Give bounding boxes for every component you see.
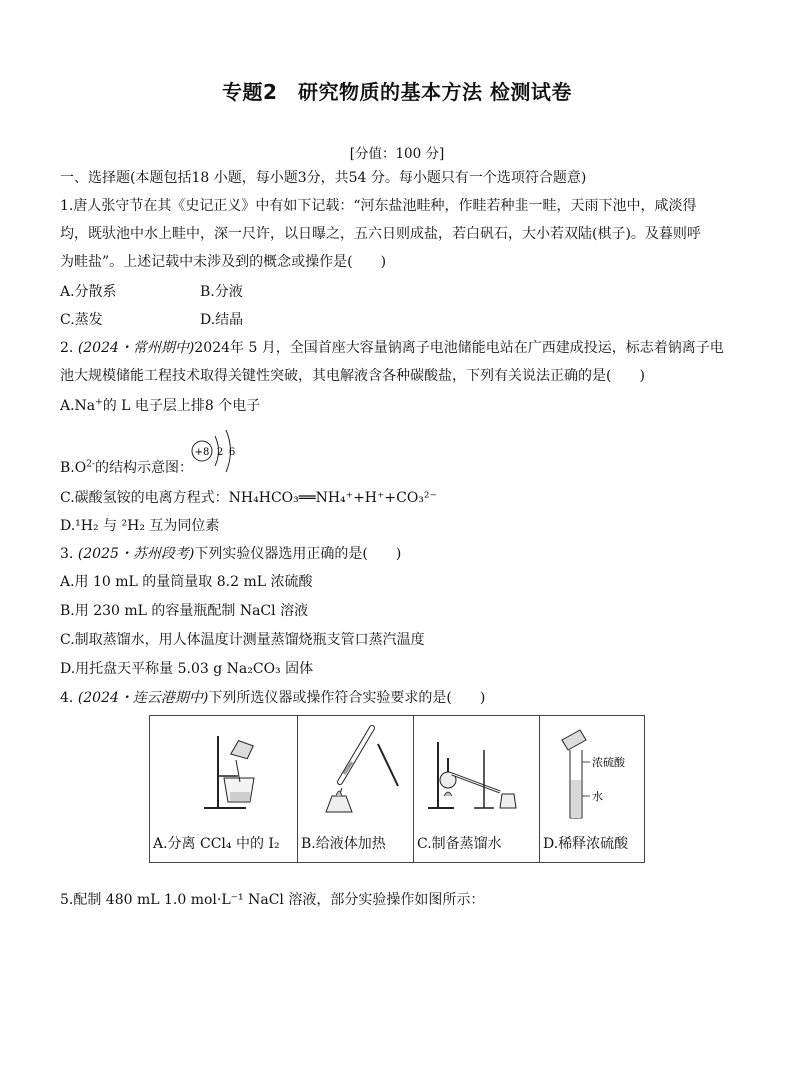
q3-option-a: A.用 10 mL 的量筒量取 8.2 mL 浓硫酸 [60,574,313,590]
score-note: [分值：100 分] [349,146,445,162]
q1-option-b: B.分液 [200,284,243,300]
q3-option-b: B.用 230 mL 的容量瓶配制 NaCl 溶液 [60,603,309,619]
q2-line1 [60,338,724,358]
q4-caption-a: A.分离 CCl₄ 中的 I₂ [153,836,280,852]
nucleus-charge: +8 [194,447,210,458]
heating-liquid-icon [298,716,413,826]
q2-a-post: 的 L 电子层上排8 个电子 [102,398,261,414]
q4-cell-a [150,716,298,863]
q4-cell-d [540,716,645,863]
q3-number: 3. [60,546,74,562]
q2-b-post: 的结构示意图： [95,460,193,476]
shell-1-electrons: 2 [216,447,224,458]
section-heading: 一、选择题(本题包括18 小题，每小题3分，共54 分。每小题只有一个选项符合题意) [60,170,587,186]
label-conc-sulfuric-acid: 浓硫酸 [592,756,625,769]
separation-apparatus-icon [150,716,297,826]
q2-a-sup: + [95,397,103,408]
q2-option-b [60,458,193,478]
q4-caption-b: B.给液体加热 [301,836,386,852]
q2-option-c: C.碳酸氢铵的电离方程式：NH₄HCO₃══NH₄⁺+H⁺+CO₃²⁻ [60,490,437,506]
q3-option-c: C.制取蒸馏水，用人体温度计测量蒸馏烧瓶支管口蒸汽温度 [60,632,425,648]
distillation-apparatus-icon [414,716,539,826]
q4-apparatus-table [149,715,645,863]
q3-text: 下列实验仪器选用正确的是( ) [194,546,402,562]
dilution-apparatus-icon [540,716,644,826]
q3-source: (2025・苏州段考) [77,546,195,562]
q2-source: (2024・常州期中) [77,340,195,356]
q4-cell-b [298,716,414,863]
shell-2-electrons: 6 [228,447,236,458]
q4-stem [60,688,485,708]
q3-stem [60,544,401,564]
q2-a-pre: A.Na [60,398,96,414]
oxygen-ion-structure-diagram [188,424,248,474]
q1-line3: 为畦盐”。上述记载中未涉及到的概念或操作是( ) [60,254,387,270]
q1-line1: 1.唐人张守节在其《史记正义》中有如下记载：“河东盐池畦种，作畦若种韭一畦，天雨下池中，咸淡得 [60,198,697,214]
q2-option-d: D.¹H₂ 与 ²H₂ 互为同位素 [60,518,220,534]
q4-caption-c: C.制备蒸馏水 [417,836,502,852]
q1-option-c: C.蒸发 [60,312,103,328]
q4-source: (2024・连云港期中) [77,690,209,706]
q1-option-a: A.分散系 [60,284,117,300]
label-water: 水 [592,790,603,803]
q2-b-sup: 2- [86,459,95,470]
q2-line1-text: 2024年 5 月，全国首座大容量钠离子电池储能电站在广西建成投运，标志着钠离子电 [194,340,724,356]
q2-option-a [60,396,260,416]
page-title: 专题2 研究物质的基本方法 检测试卷 [222,80,572,104]
q2-b-pre: B.O [60,460,87,476]
q2-number: 2. [60,340,74,356]
q1-option-d: D.结晶 [200,312,244,328]
q1-line2: 均，既驮池中水上畦中，深一尺许，以日曝之，五六日则成盐，若白矾石，大小若双陆(棋子)。及暮则呼 [60,226,701,242]
q4-caption-d: D.稀释浓硫酸 [543,836,629,852]
q4-cell-c [414,716,540,863]
q3-option-d: D.用托盘天平称量 5.03 g Na₂CO₃ 固体 [60,661,314,677]
q2-line2: 池大规模储能工程技术取得关键性突破，其电解液含各种碳酸盐，下列有关说法正确的是( ) [60,368,645,384]
q4-text: 下列所选仪器或操作符合实验要求的是( ) [208,690,486,706]
q5-stem: 5.配制 480 mL 1.0 mol·L⁻¹ NaCl 溶液，部分实验操作如图所示： [60,892,485,908]
q4-number: 4. [60,690,74,706]
